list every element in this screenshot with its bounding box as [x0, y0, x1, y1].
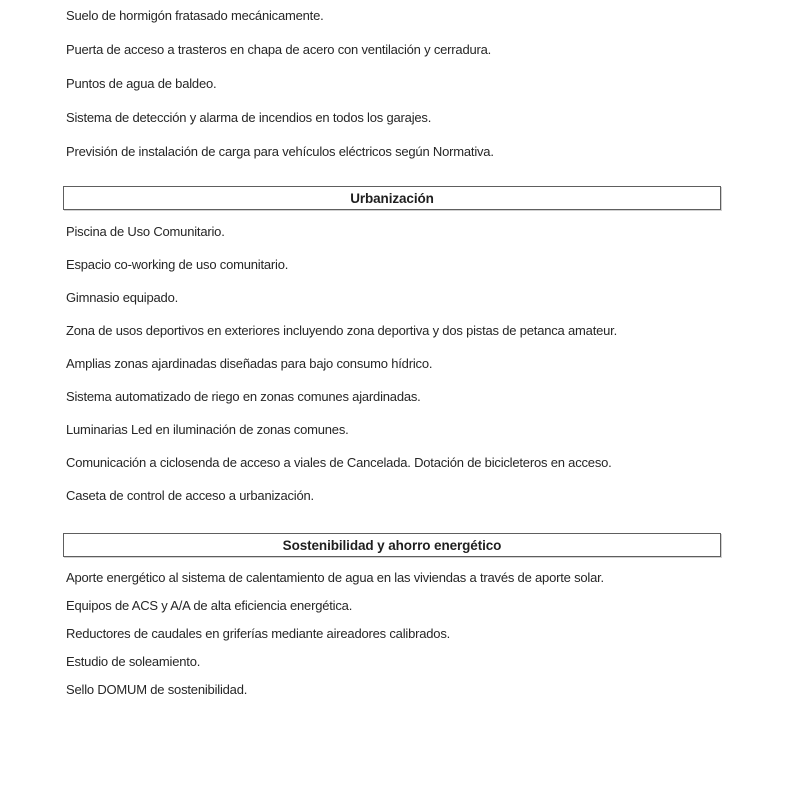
- section-title: Urbanización: [350, 190, 434, 206]
- spec-item: Zona de usos deportivos en exteriores incluyendo zona deportiva y dos pistas de petanca amateur.: [66, 323, 617, 338]
- section-title: Sostenibilidad y ahorro energético: [282, 537, 502, 553]
- spec-item: Estudio de soleamiento.: [66, 654, 201, 669]
- intro-section: [66, 8, 494, 178]
- spec-item: Equipos de ACS y A/A de alta eficiencia energética.: [66, 598, 353, 613]
- spec-item: Espacio co-working de uso comunitario.: [66, 257, 289, 272]
- section-header-urbanizacion: [63, 186, 721, 210]
- spec-item: Previsión de instalación de carga para vehículos eléctricos según Normativa.: [66, 144, 494, 159]
- sostenibilidad-section: [66, 570, 604, 710]
- spec-item: Puerta de acceso a trasteros en chapa de acero con ventilación y cerradura.: [66, 42, 492, 57]
- spec-item: Amplias zonas ajardinadas diseñadas para bajo consumo hídrico.: [66, 356, 433, 371]
- spec-item: Puntos de agua de baldeo.: [66, 76, 217, 91]
- spec-item: Reductores de caudales en griferías mediante aireadores calibrados.: [66, 626, 451, 641]
- spec-item: Aporte energético al sistema de calentamiento de agua en las viviendas a través de aporte solar.: [66, 570, 604, 585]
- spec-item: Piscina de Uso Comunitario.: [66, 224, 225, 239]
- spec-item: Gimnasio equipado.: [66, 290, 179, 305]
- spec-item: Comunicación a ciclosenda de acceso a viales de Cancelada. Dotación de bicicleteros en acceso.: [66, 455, 612, 470]
- urbanizacion-section: [66, 224, 617, 521]
- section-header-sostenibilidad: [63, 533, 721, 557]
- spec-item: Suelo de hormigón fratasado mecánicamente.: [66, 8, 324, 23]
- spec-item: Sello DOMUM de sostenibilidad.: [66, 682, 248, 697]
- spec-item: Sistema automatizado de riego en zonas comunes ajardinadas.: [66, 389, 421, 404]
- spec-item: Sistema de detección y alarma de incendios en todos los garajes.: [66, 110, 432, 125]
- spec-item: Caseta de control de acceso a urbanización.: [66, 488, 314, 503]
- spec-item: Luminarias Led en iluminación de zonas comunes.: [66, 422, 349, 437]
